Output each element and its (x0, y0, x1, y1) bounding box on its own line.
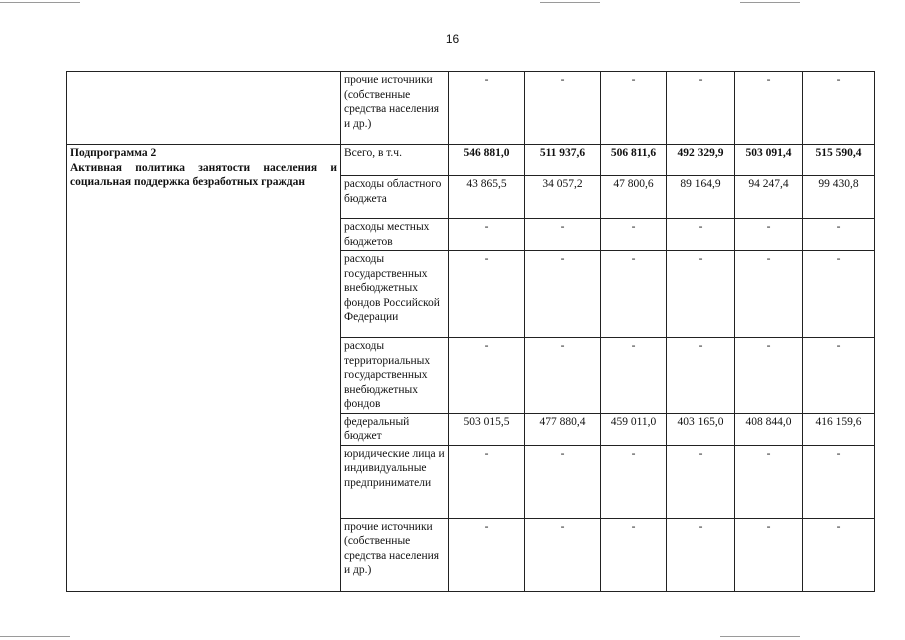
value-cell: - (667, 445, 735, 518)
scan-artifact-line (0, 2, 80, 3)
value-cell: 403 165,0 (667, 413, 735, 445)
value-cell: - (667, 518, 735, 591)
source-cell: федеральный бюджет (341, 413, 449, 445)
value-cell: 89 164,9 (667, 176, 735, 219)
value-cell: - (449, 518, 525, 591)
value-cell: - (735, 219, 803, 251)
scan-artifact-line (720, 636, 800, 637)
value-cell: - (601, 445, 667, 518)
scan-artifact-line (540, 2, 600, 3)
value-cell: - (525, 338, 601, 414)
subprogram-title: Подпрограмма 2 (70, 147, 157, 159)
value-cell: - (525, 445, 601, 518)
table-row (67, 72, 875, 145)
value-cell: - (803, 72, 875, 145)
value-cell: - (449, 445, 525, 518)
value-cell: - (601, 518, 667, 591)
value-cell: - (803, 338, 875, 414)
value-cell: - (803, 518, 875, 591)
value-cell: - (803, 219, 875, 251)
value-cell: - (525, 72, 601, 145)
value-cell: - (667, 251, 735, 338)
value-cell: - (525, 251, 601, 338)
value-cell: - (803, 251, 875, 338)
value-cell: 515 590,4 (803, 145, 875, 176)
value-cell: - (667, 72, 735, 145)
source-cell: расходы государственных внебюджетных фондов Российской Федерации (341, 251, 449, 338)
value-cell: 99 430,8 (803, 176, 875, 219)
page-number: 16 (445, 32, 460, 46)
value-cell: 408 844,0 (735, 413, 803, 445)
value-cell: - (735, 445, 803, 518)
source-cell: прочие источники (собственные средства населения и др.) (341, 72, 449, 145)
scan-artifact-line (740, 2, 800, 3)
source-cell: расходы местных бюджетов (341, 219, 449, 251)
value-cell: - (601, 338, 667, 414)
value-cell: - (735, 518, 803, 591)
value-cell: 506 811,6 (601, 145, 667, 176)
scan-artifact-line (0, 636, 70, 637)
value-cell: 477 880,4 (525, 413, 601, 445)
value-cell: 459 011,0 (601, 413, 667, 445)
value-cell: - (525, 518, 601, 591)
value-cell: - (449, 251, 525, 338)
source-cell: прочие источники (собственные средства населения и др.) (341, 518, 449, 591)
value-cell: 43 865,5 (449, 176, 525, 219)
subprogram-name: Активная политика занятости населения и социальная поддержка безработных граждан (70, 161, 337, 188)
value-cell: - (525, 219, 601, 251)
value-cell: 34 057,2 (525, 176, 601, 219)
value-cell: - (735, 72, 803, 145)
value-cell: 503 015,5 (449, 413, 525, 445)
value-cell: 503 091,4 (735, 145, 803, 176)
source-cell: расходы территориальных государственных внебюджетных фондов (341, 338, 449, 414)
value-cell: - (449, 72, 525, 145)
value-cell: - (803, 445, 875, 518)
funding-table (66, 71, 875, 592)
value-cell: - (735, 338, 803, 414)
empty-program-cell (67, 72, 341, 145)
value-cell: - (449, 338, 525, 414)
table-row (67, 145, 875, 176)
source-cell: расходы областного бюджета (341, 176, 449, 219)
value-cell: - (449, 219, 525, 251)
source-cell: Всего, в т.ч. (341, 145, 449, 176)
value-cell: - (601, 219, 667, 251)
value-cell: - (601, 251, 667, 338)
value-cell: 511 937,6 (525, 145, 601, 176)
value-cell: 546 881,0 (449, 145, 525, 176)
value-cell: 94 247,4 (735, 176, 803, 219)
value-cell: - (667, 338, 735, 414)
value-cell: - (601, 72, 667, 145)
value-cell: 416 159,6 (803, 413, 875, 445)
value-cell: 492 329,9 (667, 145, 735, 176)
value-cell: - (735, 251, 803, 338)
subprogram-cell (67, 145, 341, 592)
value-cell: - (667, 219, 735, 251)
source-cell: юридические лица и индивидуальные предприниматели (341, 445, 449, 518)
value-cell: 47 800,6 (601, 176, 667, 219)
